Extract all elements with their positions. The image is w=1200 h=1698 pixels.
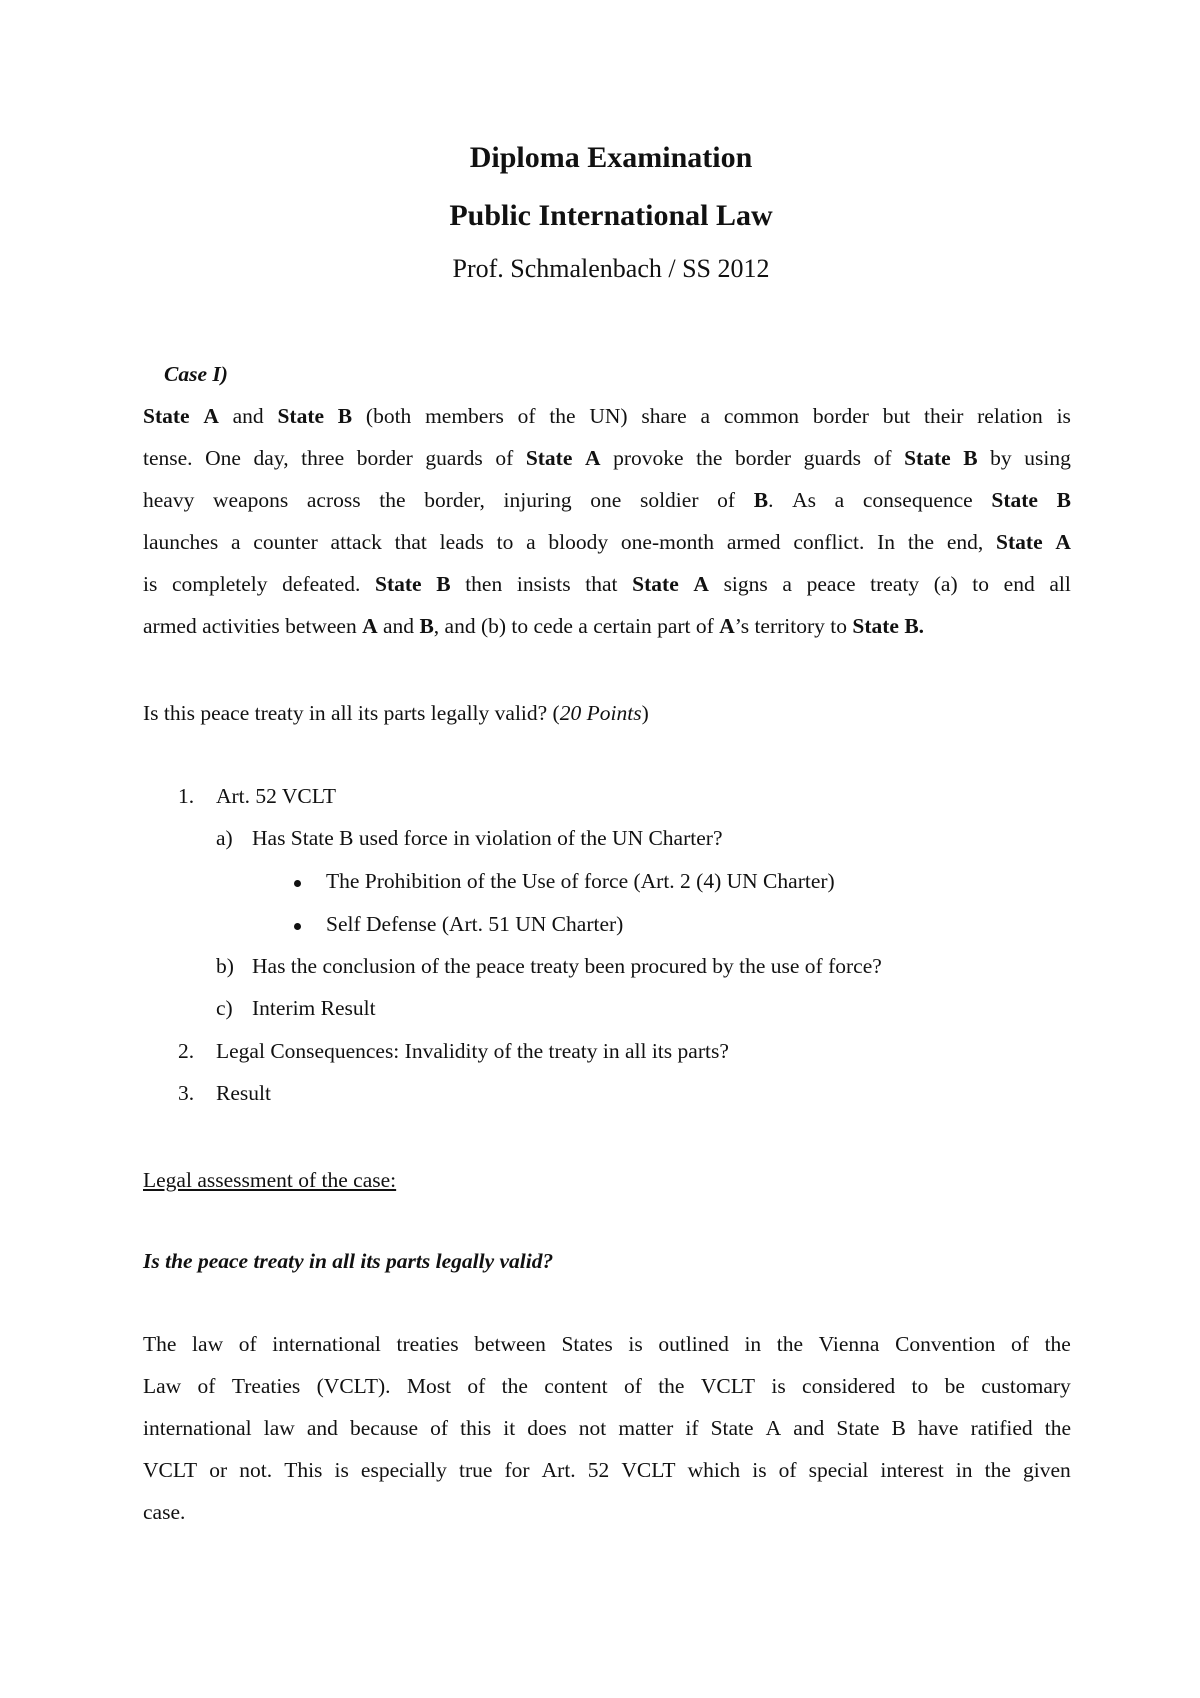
word: using	[1024, 446, 1071, 470]
assessment-heading: Legal assessment of the case:	[143, 1168, 397, 1192]
word: State	[996, 530, 1043, 554]
word: State	[143, 404, 190, 428]
word: the	[1044, 1332, 1071, 1356]
word: one-month	[620, 530, 715, 554]
word: for	[504, 1458, 530, 1482]
word: by	[990, 446, 1012, 470]
word: B	[337, 404, 353, 428]
word: not	[578, 1416, 607, 1440]
word: (both	[365, 404, 412, 428]
word: matter	[618, 1416, 674, 1440]
word: if	[685, 1416, 699, 1440]
word: have	[917, 1416, 959, 1440]
word: is	[628, 1332, 643, 1356]
word: true	[458, 1458, 493, 1482]
word: the	[379, 488, 406, 512]
word: and	[444, 614, 476, 638]
outline-item-b-text: Has the conclusion of the peace treaty been procured by the use of force?	[252, 954, 882, 978]
word: the	[984, 1458, 1011, 1482]
word: or	[209, 1458, 228, 1482]
word: The	[143, 1332, 177, 1356]
word: customary	[981, 1374, 1071, 1398]
word: State	[852, 614, 899, 638]
word: to	[496, 530, 514, 554]
word: and	[793, 1416, 825, 1440]
word: of	[695, 614, 714, 638]
outline-bullet-2	[326, 912, 623, 937]
assessment-body-line	[143, 1372, 1071, 1414]
word: of	[430, 1416, 449, 1440]
word: the	[501, 1374, 528, 1398]
word: which	[687, 1458, 741, 1482]
word: Art.	[541, 1458, 576, 1482]
word: guards	[803, 446, 861, 470]
case-facts-line	[143, 528, 1071, 570]
word: in	[955, 1458, 973, 1482]
word: B	[436, 572, 451, 596]
word: of	[623, 1374, 642, 1398]
case-facts-line	[143, 612, 1071, 654]
word: As	[792, 488, 817, 512]
case-facts-line	[143, 402, 1071, 444]
word: and	[306, 1416, 338, 1440]
word: across	[306, 488, 361, 512]
word: a	[578, 614, 588, 638]
word: Convention	[895, 1332, 996, 1356]
word: (b)	[480, 614, 507, 638]
word: counter	[253, 530, 318, 554]
word: A	[203, 404, 219, 428]
word: soldier	[639, 488, 699, 512]
word: is	[334, 1458, 349, 1482]
word: Law	[143, 1374, 182, 1398]
word: law	[263, 1416, 295, 1440]
word: State	[277, 404, 325, 428]
word: content	[544, 1374, 608, 1398]
word: This	[284, 1458, 323, 1482]
case-label: Case I)	[164, 362, 228, 386]
outline-bullet-1-text: The Prohibition of the Use of force (Art. 2 (4) UN Charter)	[326, 869, 835, 893]
word: that	[394, 530, 427, 554]
word: outlined	[658, 1332, 729, 1356]
word: activities	[202, 614, 280, 638]
word: case.	[143, 1500, 186, 1524]
word: of	[717, 488, 736, 512]
word: guards	[425, 446, 483, 470]
word: it	[503, 1416, 516, 1440]
word: members	[425, 404, 504, 428]
word: leads	[439, 530, 484, 554]
word: Treaties	[231, 1374, 301, 1398]
word: attack	[330, 530, 382, 554]
word: bloody	[548, 530, 609, 554]
word: armed	[143, 614, 197, 638]
word: B.	[753, 488, 774, 512]
word: treaty	[870, 572, 920, 596]
word: In	[877, 530, 896, 554]
word: the	[658, 1374, 685, 1398]
word: a	[782, 572, 792, 596]
word: be	[944, 1374, 965, 1398]
word: end,	[946, 530, 984, 554]
case-question-end: )	[641, 701, 649, 725]
word: Most	[406, 1374, 452, 1398]
word: State	[991, 488, 1038, 512]
word: VCLT	[143, 1458, 198, 1482]
word: peace	[806, 572, 856, 596]
word: 52	[587, 1458, 610, 1482]
document-subject: Public International Law	[449, 199, 773, 232]
word: the	[549, 404, 576, 428]
word: of	[197, 1374, 216, 1398]
word: is	[1056, 404, 1071, 428]
word: Vienna	[818, 1332, 880, 1356]
word: injuring	[503, 488, 572, 512]
word: a	[834, 488, 845, 512]
word: B	[963, 446, 978, 470]
word: States	[561, 1332, 613, 1356]
word: completely	[171, 572, 268, 596]
outline-item-c-marker: c)	[216, 996, 233, 1020]
outline-item-a-text: Has State B used force in violation of the UN Charter?	[252, 826, 723, 850]
word: ratified	[970, 1416, 1033, 1440]
case-facts-paragraph	[143, 402, 1071, 654]
word: (a)	[933, 572, 958, 596]
word: State	[836, 1416, 880, 1440]
word: relation	[977, 404, 1043, 428]
word: border	[734, 446, 792, 470]
word: to	[830, 614, 847, 638]
word: border	[812, 404, 869, 428]
outline-item-a-marker: a)	[216, 826, 233, 850]
assessment-body-paragraph	[143, 1330, 1071, 1540]
word: their	[923, 404, 964, 428]
bullet-icon	[294, 923, 301, 930]
word: is	[143, 572, 158, 596]
word: three	[301, 446, 345, 470]
word: to	[511, 614, 529, 638]
word: of	[1011, 1332, 1029, 1356]
word: defeated.	[282, 572, 361, 596]
word: of	[517, 404, 536, 428]
case-facts-line	[143, 444, 1071, 486]
outline-item-3-text: Result	[216, 1081, 271, 1105]
word: border,	[424, 488, 485, 512]
word: especially	[360, 1458, 447, 1482]
word: State	[374, 572, 422, 596]
word: because	[349, 1416, 419, 1440]
word: State	[525, 446, 573, 470]
outline-item-1-marker: 1.	[178, 784, 195, 808]
word: A	[1055, 530, 1071, 554]
word: the	[776, 1332, 804, 1356]
word: law	[192, 1332, 224, 1356]
word: armed	[726, 530, 781, 554]
outline-item-3-marker: 3.	[178, 1081, 195, 1105]
outline-item-2-text: Legal Consequences: Invalidity of the treaty in all its parts?	[216, 1039, 729, 1063]
word: VCLT	[700, 1374, 755, 1398]
outline-item-2-marker: 2.	[178, 1039, 195, 1063]
assessment-body-line	[143, 1456, 1071, 1498]
word: B	[1056, 488, 1071, 512]
case-facts-line	[143, 486, 1071, 528]
word: is	[771, 1374, 786, 1398]
word: end	[1003, 572, 1035, 596]
word: then	[465, 572, 503, 596]
word: heavy	[143, 488, 195, 512]
outline-bullet-2-text: Self Defense (Art. 51 UN Charter)	[326, 912, 624, 936]
document-meta: Prof. Schmalenbach / SS 2012	[452, 254, 770, 283]
word: State	[632, 572, 679, 596]
word: insists	[516, 572, 571, 596]
word: State	[710, 1416, 754, 1440]
outline-item-1-text: Art. 52 VCLT	[216, 784, 337, 808]
word: of	[238, 1332, 257, 1356]
word: part	[657, 614, 691, 638]
word: tense.	[143, 446, 193, 470]
document-title: Diploma Examination	[469, 141, 753, 174]
word: to	[911, 1374, 929, 1398]
word: of	[495, 446, 514, 470]
word: the	[696, 446, 723, 470]
word: international	[272, 1332, 381, 1356]
word: and	[383, 614, 415, 638]
word: a	[526, 530, 536, 554]
word: all	[1049, 572, 1071, 596]
outline-item-1	[178, 784, 194, 809]
word: common	[723, 404, 800, 428]
word: that	[585, 572, 618, 596]
word: certain	[593, 614, 652, 638]
word: cede	[533, 614, 573, 638]
word: and	[232, 404, 264, 428]
word: A	[693, 572, 709, 596]
word: is	[752, 1458, 767, 1482]
word: a	[700, 404, 711, 428]
word: of	[778, 1458, 797, 1482]
word: between	[285, 614, 357, 638]
word: provoke	[613, 446, 684, 470]
word: treaties	[396, 1332, 459, 1356]
word: between	[474, 1332, 546, 1356]
word: B,	[419, 614, 440, 638]
word: B	[891, 1416, 906, 1440]
case-question-points: 20 Points	[559, 701, 642, 725]
outline-item-c-text: Interim Result	[252, 996, 376, 1020]
word: a	[230, 530, 241, 554]
word: A	[765, 1416, 782, 1440]
word: considered	[802, 1374, 896, 1398]
word: (VCLT).	[316, 1374, 391, 1398]
word: does	[527, 1416, 567, 1440]
word: State	[904, 446, 951, 470]
word: share	[641, 404, 687, 428]
bullet-icon	[294, 880, 301, 887]
word: border	[356, 446, 413, 470]
word: conflict.	[793, 530, 865, 554]
case-question	[143, 701, 649, 726]
word: weapons	[213, 488, 289, 512]
word: of	[873, 446, 892, 470]
outline-bullet-1	[326, 869, 835, 894]
assessment-body-line	[143, 1498, 1071, 1540]
word: UN)	[589, 404, 628, 428]
assessment-body-line	[143, 1330, 1071, 1372]
word: consequence	[862, 488, 973, 512]
word: given	[1022, 1458, 1071, 1482]
outline-item-b-marker: b)	[216, 954, 234, 978]
word: the	[907, 530, 935, 554]
word: VCLT	[621, 1458, 676, 1482]
word: territory	[754, 614, 825, 638]
word: this	[460, 1416, 492, 1440]
word: international	[143, 1416, 252, 1440]
assessment-body-line	[143, 1414, 1071, 1456]
word: special	[808, 1458, 869, 1482]
word: to	[972, 572, 990, 596]
word: one	[590, 488, 622, 512]
word: A	[584, 446, 601, 470]
word: of	[467, 1374, 486, 1398]
word: the	[1044, 1416, 1071, 1440]
word: A	[362, 614, 378, 638]
assessment-question: Is the peace treaty in all its parts legally valid?	[143, 1249, 554, 1273]
case-facts-line	[143, 570, 1071, 612]
case-question-text: Is this peace treaty in all its parts legally valid? (	[143, 701, 560, 725]
word: B.	[904, 614, 925, 638]
word: A’s	[719, 614, 750, 638]
word: not.	[239, 1458, 273, 1482]
word: in	[744, 1332, 762, 1356]
word: One	[205, 446, 241, 470]
word: day,	[253, 446, 289, 470]
word: interest	[880, 1458, 944, 1482]
word: launches	[143, 530, 219, 554]
word: signs	[723, 572, 768, 596]
word: but	[882, 404, 911, 428]
